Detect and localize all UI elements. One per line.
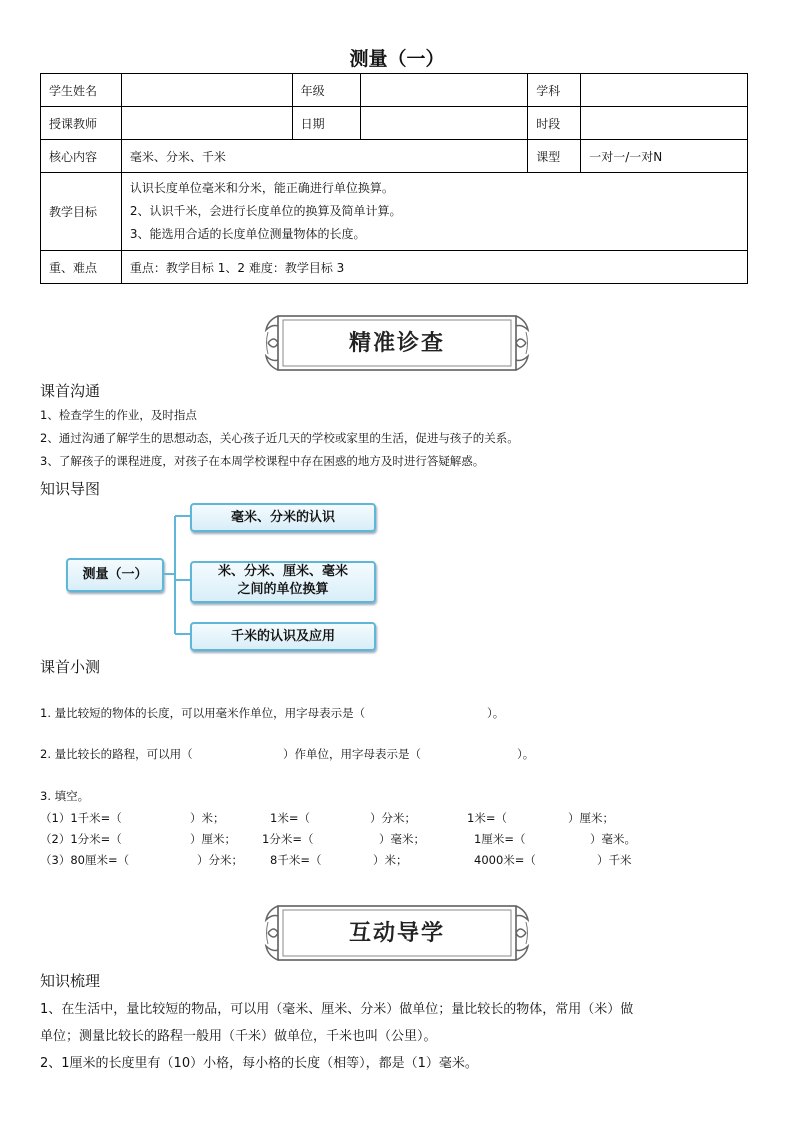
branch-line: 之间的单位换算 [237,582,329,597]
grade-label: 年级 [292,74,360,107]
blank-text: ）米； [190,811,225,825]
section-heading-quiz: 课首小测 [40,658,101,676]
core-content-value: 毫米、分米、千米 [121,140,527,173]
blank-text: 1米=（ [270,811,310,825]
communication-item: 1、检查学生的作业，及时指点 [40,408,197,422]
communication-item: 2、通过沟通了解学生的思想动态，关心孩子近几天的学校或家里的生活，促进与孩子的关系。 [40,431,519,445]
key-points-label: 重、难点 [41,251,122,284]
blank-text: ）毫米。 [590,832,636,846]
lesson-info-table [40,73,748,284]
teacher-value[interactable] [121,107,292,140]
teaching-goal-item: 2、认识千米，会进行长度单位的换算及简单计算。 [129,204,402,218]
student-name-label: 学生姓名 [41,74,122,107]
subject-label: 学科 [528,74,581,107]
blank-text: ）分米； [370,811,416,825]
quiz-question-3: 3. 填空。 [40,789,90,803]
blank-text: ）千米 [597,853,632,867]
blank-text: 8千米=（ [270,853,322,867]
mindmap-branch-conversion [190,561,376,603]
section-heading-mindmap: 知识导图 [40,480,101,498]
date-value[interactable] [360,107,528,140]
key-points-value: 重点：教学目标 1、2 难度：教学目标 3 [121,251,747,284]
blank-text: 1分米=（ [262,832,314,846]
teaching-goal-item: 3、能选用合适的长度单位测量物体的长度。 [129,227,366,241]
teaching-goal-label: 教学目标 [41,173,122,251]
blank-text: （2）1分米=（ [40,832,122,846]
branch-line: 米、分米、厘米、毫米 [217,564,348,579]
mindmap-branch-km: 千米的认识及应用 [190,622,376,651]
review-line: 单位；测量比较长的路程一般用（千米）做单位，千米也叫（公里）。 [40,1029,437,1044]
communication-item: 3、了解孩子的课程进度，对孩子在本周学校课程中存在困惑的地方及时进行答疑解惑。 [40,454,485,468]
page-title: 测量（一） [349,48,445,70]
period-label: 时段 [528,107,581,140]
blank-text: ）毫米； [379,832,425,846]
teaching-goal-item: 认识长度单位毫米和分米，能正确进行单位换算。 [129,181,394,195]
blank-text: 1厘米=（ [474,832,526,846]
blank-text: （1）1千米=（ [40,811,122,825]
question-text: ）。 [487,706,505,720]
date-label: 日期 [292,107,360,140]
banner-title: 精准诊查 [348,330,445,356]
banner-title: 互动导学 [348,920,445,946]
subject-value[interactable] [581,74,748,107]
section-heading-review: 知识梳理 [40,972,101,990]
blank-text: （3）80厘米=（ [40,853,130,867]
question-text: ）。 [517,747,535,761]
blank-text: ）分米； [197,853,243,867]
section-banner-guided-learning [264,900,530,966]
grade-value[interactable] [360,74,528,107]
blank-text: ）厘米； [568,811,614,825]
review-line: 2、1厘米的长度里有（10）小格，每小格的长度（相等），都是（1）毫米。 [40,1056,478,1071]
mindmap-root: 测量（一） [66,558,164,592]
blank-text: 4000米=（ [474,853,536,867]
mindmap-branch-mm-dm: 毫米、分米的认识 [190,503,376,532]
core-content-label: 核心内容 [41,140,122,173]
blank-text: ）米； [373,853,408,867]
review-line: 1、在生活中，量比较短的物品，可以用（毫米、厘米、分米）做单位；量比较长的物体，常用（米）做 [40,1002,634,1017]
course-type-label: 课型 [528,140,581,173]
blank-text: 1米=（ [467,811,507,825]
question-text: ）作单位，用字母表示是（ [283,747,421,761]
teacher-label: 授课教师 [41,107,122,140]
course-type-value: 一对一/一对N [581,140,748,173]
section-banner-diagnosis [264,310,530,376]
section-heading-communication: 课首沟通 [40,382,101,400]
period-value[interactable] [581,107,748,140]
student-name-value[interactable] [121,74,292,107]
question-text: 2. 量比较长的路程，可以用（ [40,747,193,761]
blank-text: ）厘米； [190,832,236,846]
question-text: 1. 量比较短的物体的长度，可以用毫米作单位，用字母表示是（ [40,706,366,720]
teaching-goal-list [121,173,747,251]
